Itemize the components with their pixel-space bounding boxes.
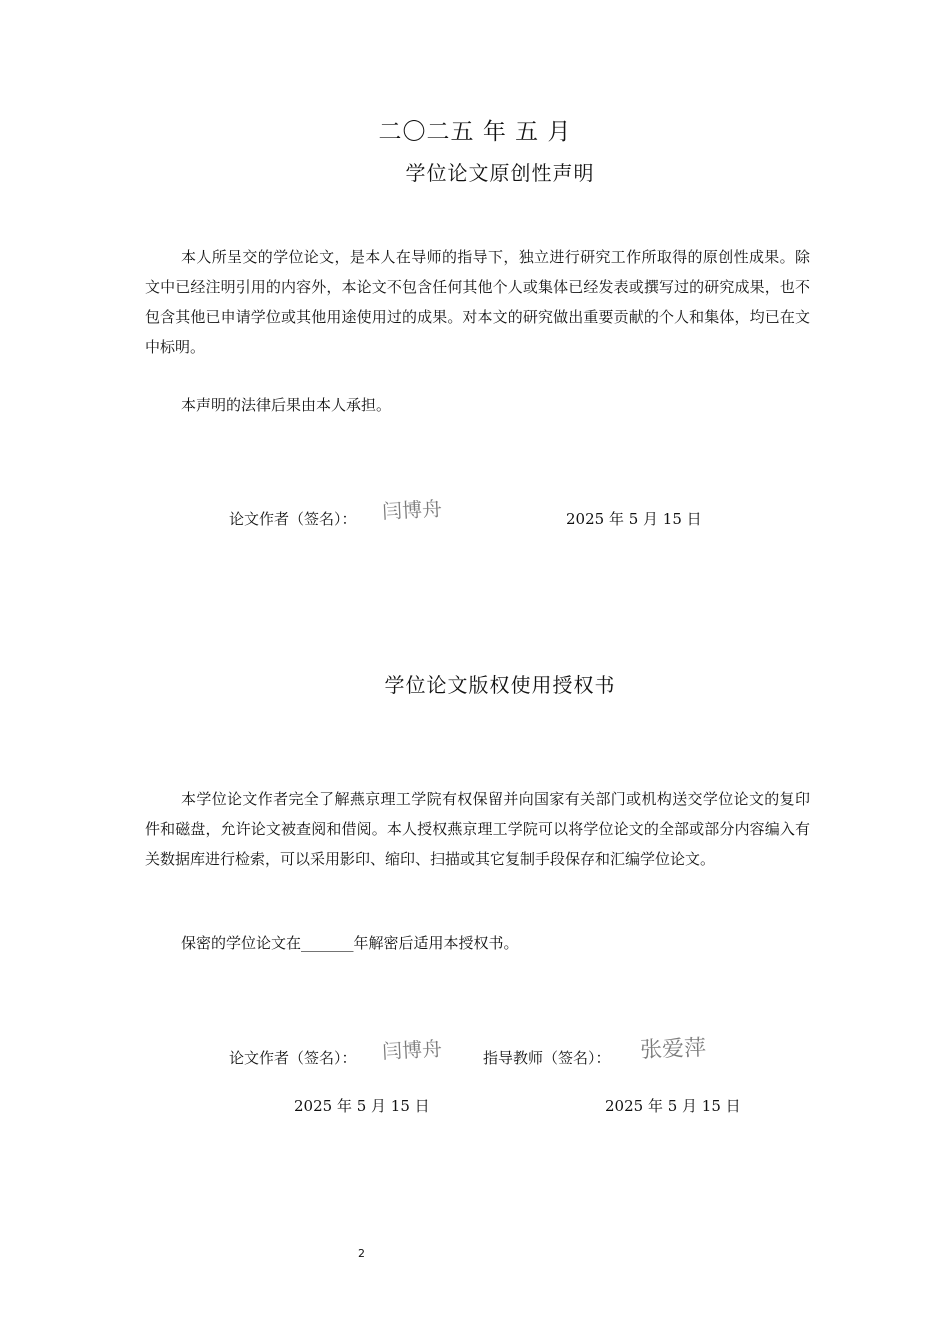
- authorization-author-label: 论文作者（签名）：: [229, 1049, 357, 1067]
- originality-title: 学位论文原创性声明: [405, 161, 595, 185]
- authorization-advisor-signature: [639, 1031, 706, 1064]
- authorization-author-signature: [381, 1032, 442, 1064]
- originality-author-signature: [381, 492, 442, 524]
- authorization-advisor-label: 指导教师（签名）：: [483, 1049, 611, 1067]
- page-number: 2: [358, 1247, 365, 1260]
- authorization-advisor-signature-text: 张爱萍: [639, 1035, 707, 1064]
- authorization-author-date: 2025 年 5 月 15 日: [294, 1097, 430, 1115]
- authorization-paragraph-1: 本学位论文作者完全了解燕京理工学院有权保留并向国家有关部门或机构送交学位论文的复印件和磁盘，允许论文被查阅和借阅。本人授权燕京理工学院可以将学位论文的全部或部分内容编入有关数据库进行检索，可以采用影印、缩印、扫描或其它复制手段保存和汇编学位论文。: [145, 790, 810, 868]
- originality-paragraph-2: 本声明的法律后果由本人承担。: [181, 396, 392, 414]
- originality-paragraph-1: 本人所呈交的学位论文，是本人在导师的指导下，独立进行研究工作所取得的原创性成果。除文中已经注明引用的内容外，本论文不包含任何其他个人或集体已经发表或撰写过的研究成果，也不包含其他已申请学位或其他用途使用过的成果。对本文的研究做出重要贡献的个人和集体，均已在文中标明。: [145, 248, 810, 356]
- authorization-author-signature-text: 闫博舟: [381, 1036, 443, 1064]
- authorization-paragraph-2: 保密的学位论文在_______年解密后适用本授权书。: [181, 934, 519, 952]
- authorization-advisor-date: 2025 年 5 月 15 日: [605, 1097, 741, 1115]
- originality-author-label: 论文作者（签名）：: [229, 510, 357, 528]
- authorization-title: 学位论文版权使用授权书: [384, 673, 616, 697]
- originality-author-signature-text: 闫博舟: [381, 496, 443, 524]
- header-date: 二〇二五 年 五 月: [378, 119, 572, 145]
- originality-date: 2025 年 5 月 15 日: [566, 510, 702, 528]
